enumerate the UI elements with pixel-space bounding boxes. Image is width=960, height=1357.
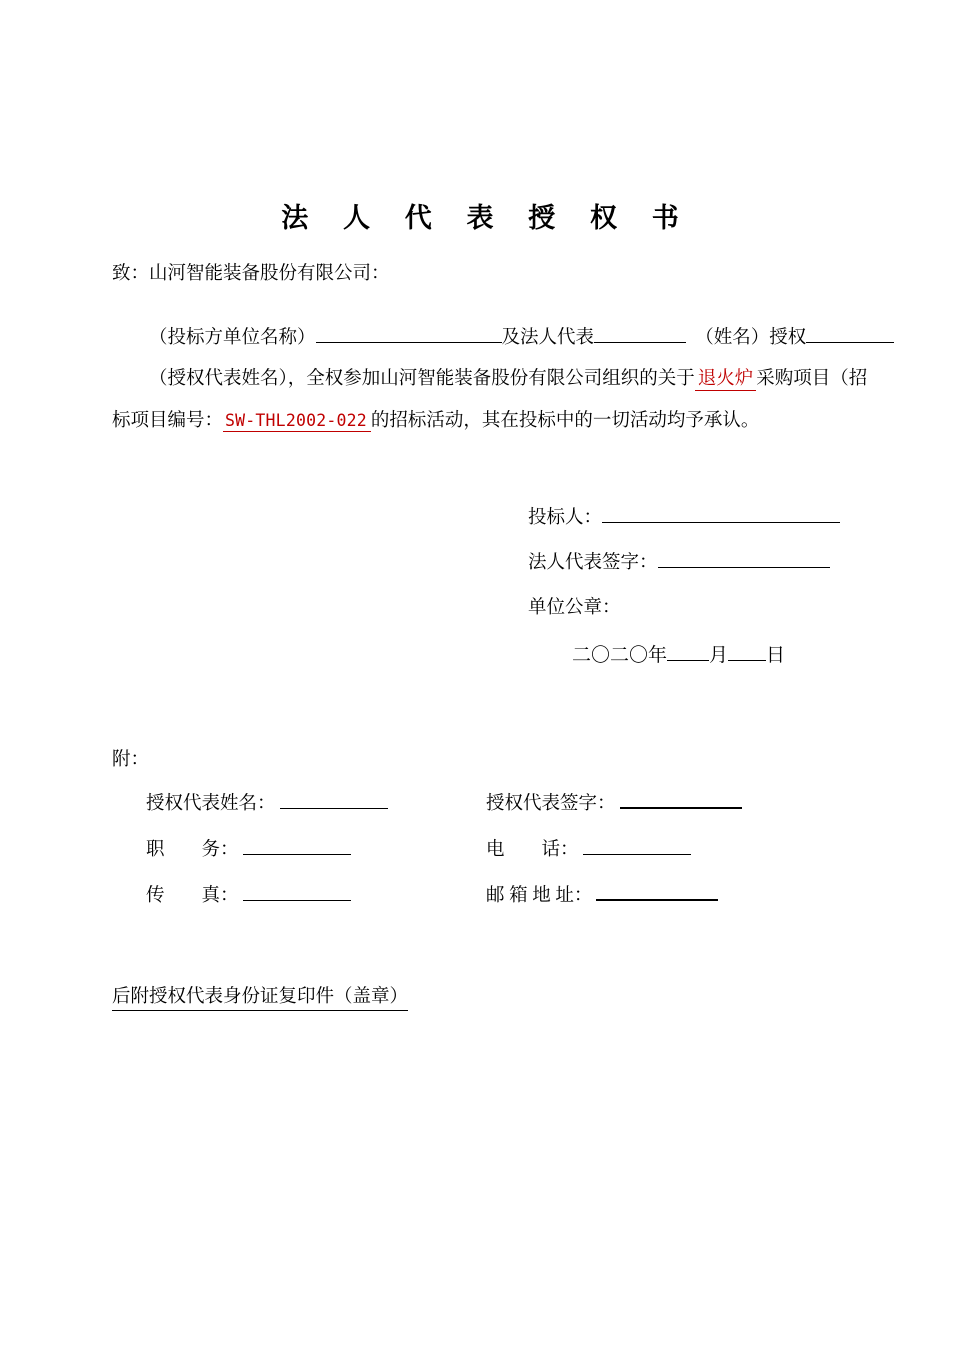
rep-name-label: 授权代表姓名： xyxy=(146,794,276,814)
date-month-label: 月 xyxy=(709,645,729,666)
bidder-unit-blank[interactable] xyxy=(316,323,502,343)
rep-name-blank[interactable] xyxy=(280,791,388,809)
tender-activity-text: 的招标活动，其在投标中的一切活动均予承认。 xyxy=(370,411,760,431)
position-label: 职 务： xyxy=(146,840,239,860)
paragraph-1 xyxy=(112,318,872,359)
bidder-label: 投标人： xyxy=(528,508,603,528)
authorize-blank[interactable] xyxy=(806,323,894,343)
fax-blank[interactable] xyxy=(243,883,351,901)
paragraph-3 xyxy=(112,400,872,442)
date-day-label: 日 xyxy=(766,645,786,666)
phone-label: 电 话： xyxy=(486,840,579,860)
company-seal-row xyxy=(528,586,840,631)
legal-rep-signature-label: 法人代表签字： xyxy=(528,553,658,573)
salutation-text: 致：山河智能装备股份有限公司： xyxy=(112,264,390,284)
attachment-field-email xyxy=(486,873,826,919)
attachment-field-position xyxy=(146,827,486,873)
footnote-text: 后附授权代表身份证复印件（盖章） xyxy=(112,982,408,1011)
date-month-blank[interactable] xyxy=(667,643,709,661)
date-row xyxy=(572,640,785,667)
fax-label: 传 真： xyxy=(146,886,239,906)
tender-number-label: 标项目编号： xyxy=(112,411,224,431)
attachment-grid xyxy=(146,781,846,919)
date-day-blank[interactable] xyxy=(728,643,766,661)
attachment-row xyxy=(146,781,846,827)
attachment-field-rep-signature xyxy=(486,781,826,827)
attachment-field-rep-name xyxy=(146,781,486,827)
legal-rep-blank[interactable] xyxy=(594,323,686,343)
email-blank[interactable] xyxy=(596,882,718,901)
attachment-row xyxy=(146,873,846,919)
bidder-unit-label: （投标方单位名称） xyxy=(149,328,316,348)
attachment-row xyxy=(146,827,846,873)
legal-rep-signature-row xyxy=(528,541,840,586)
legal-rep-label: 及法人代表 xyxy=(501,328,595,348)
bidder-signature-blank[interactable] xyxy=(602,505,840,523)
rep-signature-label: 授权代表签字： xyxy=(486,794,616,814)
phone-blank[interactable] xyxy=(583,837,691,855)
date-year: 二〇二〇年 xyxy=(572,645,668,666)
rep-signature-blank[interactable] xyxy=(620,790,742,809)
attachment-field-phone xyxy=(486,827,826,873)
procurement-text: 采购项目（招 xyxy=(756,369,868,389)
page-title: 法 人 代 表 授 权 书 xyxy=(281,203,693,233)
name-label: （姓名）授权 xyxy=(695,328,807,348)
email-label: 邮 箱 地 址： xyxy=(486,886,593,906)
legal-rep-signature-blank[interactable] xyxy=(658,550,830,568)
attachment-field-fax xyxy=(146,873,486,919)
document-body xyxy=(112,254,872,442)
authorized-rep-text: （授权代表姓名），全权参加山河智能装备股份有限公司组织的关于 xyxy=(149,369,695,389)
signature-block xyxy=(528,496,840,631)
bidder-row xyxy=(528,496,840,541)
salutation-line xyxy=(112,254,872,295)
position-blank[interactable] xyxy=(243,837,351,855)
project-name-highlight: 退火炉 xyxy=(695,369,757,391)
company-seal-label: 单位公章： xyxy=(528,598,621,618)
paragraph-2 xyxy=(112,359,872,400)
tender-number-value: SW-THL2002-022 xyxy=(223,411,371,432)
attachment-label: 附： xyxy=(112,750,150,770)
